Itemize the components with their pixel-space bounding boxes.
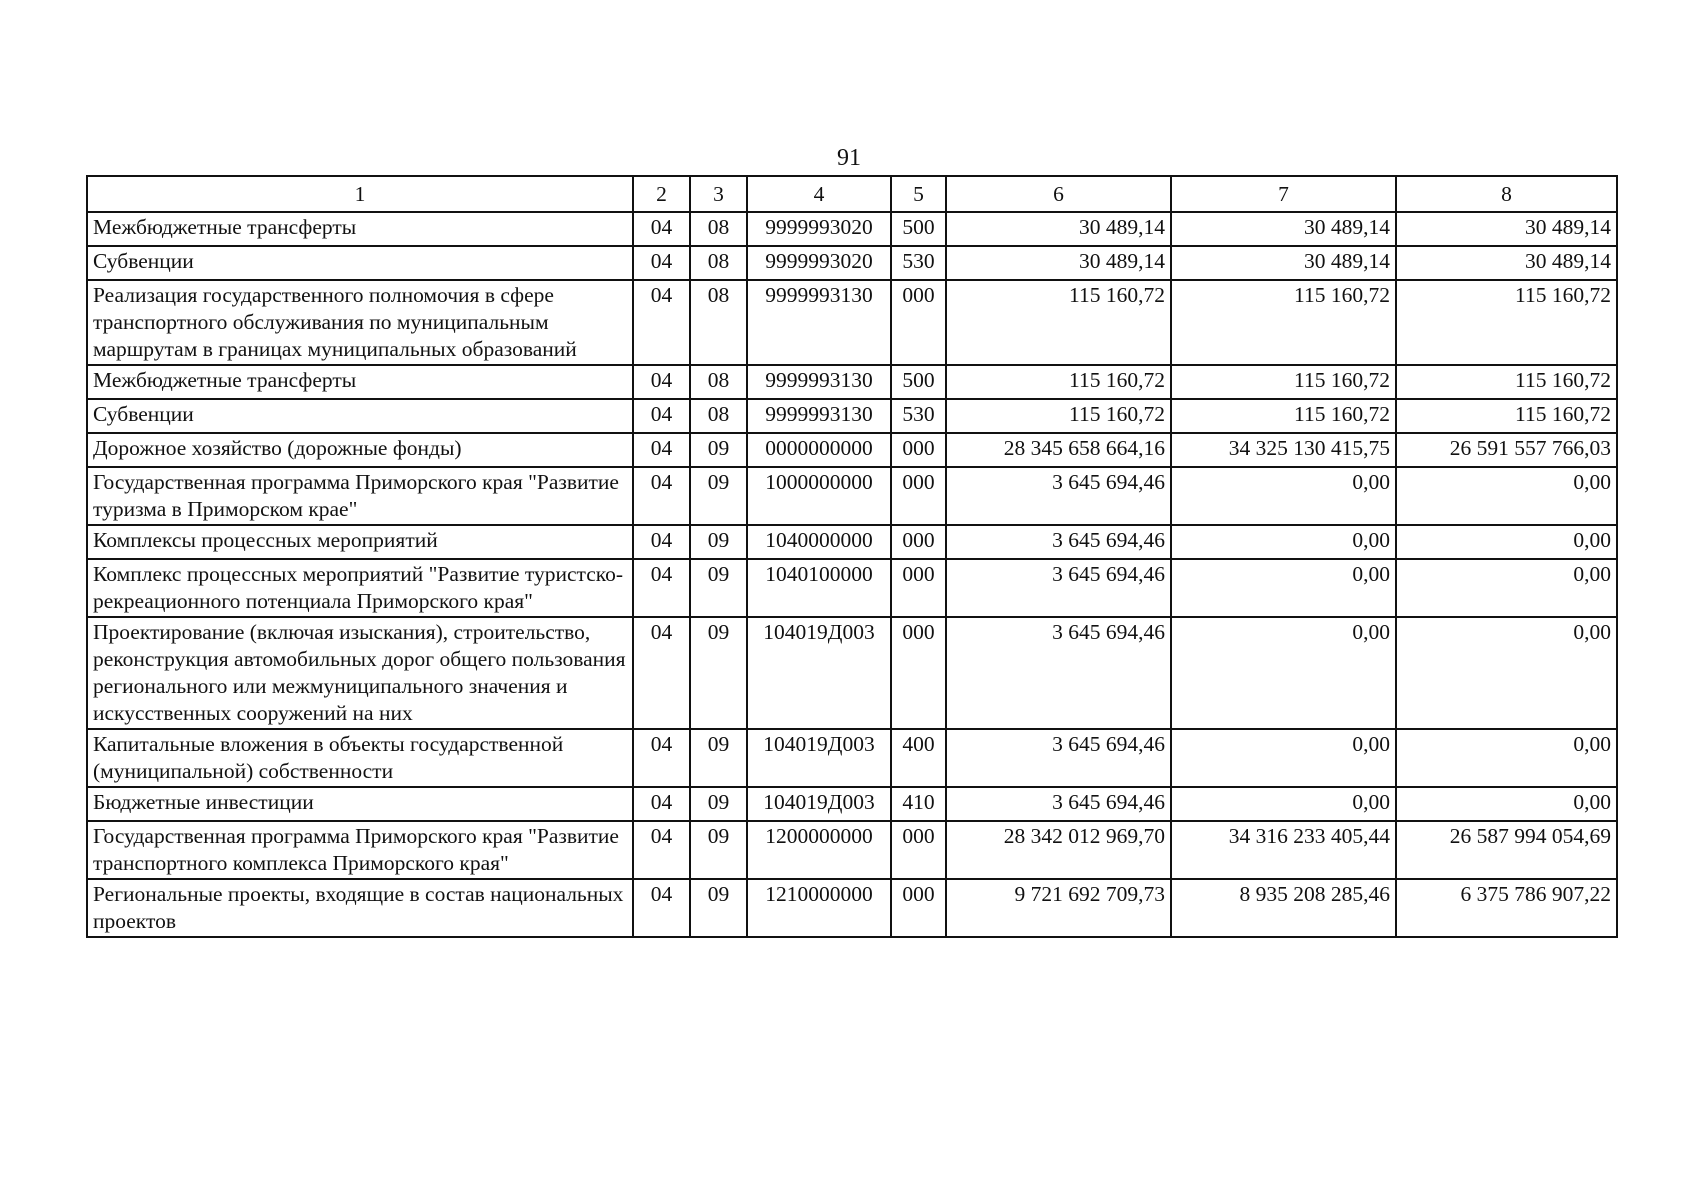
amount-col-6: 3 645 694,46 (946, 467, 1171, 525)
table-row (87, 212, 1617, 246)
subsection-code: 08 (690, 212, 747, 246)
section-code: 04 (633, 879, 690, 937)
subsection-code: 09 (690, 879, 747, 937)
amount-col-6: 3 645 694,46 (946, 787, 1171, 821)
amount-col-8: 0,00 (1396, 559, 1617, 617)
amount-col-6: 30 489,14 (946, 246, 1171, 280)
section-code: 04 (633, 246, 690, 280)
target-article-code: 1040000000 (747, 525, 891, 559)
amount-col-8: 30 489,14 (1396, 212, 1617, 246)
amount-col-7: 0,00 (1171, 729, 1396, 787)
table-row (87, 617, 1617, 729)
target-article-code: 104019Д003 (747, 729, 891, 787)
table-row (87, 879, 1617, 937)
subsection-code: 09 (690, 433, 747, 467)
target-article-code: 9999993130 (747, 365, 891, 399)
amount-col-8: 0,00 (1396, 467, 1617, 525)
section-code: 04 (633, 280, 690, 365)
table-row (87, 433, 1617, 467)
amount-col-6: 115 160,72 (946, 280, 1171, 365)
amount-col-6: 3 645 694,46 (946, 525, 1171, 559)
subsection-code: 09 (690, 617, 747, 729)
amount-col-6: 3 645 694,46 (946, 617, 1171, 729)
amount-col-7: 34 325 130 415,75 (1171, 433, 1396, 467)
section-code: 04 (633, 617, 690, 729)
amount-col-7: 115 160,72 (1171, 399, 1396, 433)
amount-col-6: 28 342 012 969,70 (946, 821, 1171, 879)
row-name: Дорожное хозяйство (дорожные фонды) (87, 433, 633, 467)
amount-col-6: 30 489,14 (946, 212, 1171, 246)
row-name: Бюджетные инвестиции (87, 787, 633, 821)
target-article-code: 9999993130 (747, 280, 891, 365)
amount-col-6: 115 160,72 (946, 399, 1171, 433)
row-name: Государственная программа Приморского края "Развитие туризма в Приморском крае" (87, 467, 633, 525)
expense-type-code: 000 (891, 559, 946, 617)
section-code: 04 (633, 821, 690, 879)
table-row (87, 821, 1617, 879)
section-code: 04 (633, 525, 690, 559)
target-article-code: 1000000000 (747, 467, 891, 525)
target-article-code: 1040100000 (747, 559, 891, 617)
amount-col-7: 30 489,14 (1171, 246, 1396, 280)
amount-col-6: 3 645 694,46 (946, 559, 1171, 617)
section-code: 04 (633, 559, 690, 617)
row-name: Реализация государственного полномочия в сфере транспортного обслуживания по муниципальным маршрутам в границах муниципальных образований (87, 280, 633, 365)
table-row (87, 729, 1617, 787)
header-row (87, 176, 1617, 212)
target-article-code: 9999993130 (747, 399, 891, 433)
table-row (87, 525, 1617, 559)
table-row (87, 559, 1617, 617)
section-code: 04 (633, 365, 690, 399)
amount-col-8: 0,00 (1396, 787, 1617, 821)
target-article-code: 9999993020 (747, 246, 891, 280)
table-row (87, 246, 1617, 280)
amount-col-7: 30 489,14 (1171, 212, 1396, 246)
table-row (87, 467, 1617, 525)
amount-col-8: 115 160,72 (1396, 365, 1617, 399)
table-row (87, 280, 1617, 365)
header-cell: 7 (1171, 176, 1396, 212)
expense-type-code: 000 (891, 280, 946, 365)
header-cell: 3 (690, 176, 747, 212)
section-code: 04 (633, 729, 690, 787)
target-article-code: 1210000000 (747, 879, 891, 937)
subsection-code: 08 (690, 399, 747, 433)
amount-col-7: 115 160,72 (1171, 365, 1396, 399)
row-name: Межбюджетные трансферты (87, 212, 633, 246)
subsection-code: 08 (690, 365, 747, 399)
amount-col-8: 115 160,72 (1396, 280, 1617, 365)
amount-col-7: 0,00 (1171, 787, 1396, 821)
amount-col-6: 9 721 692 709,73 (946, 879, 1171, 937)
header-cell: 5 (891, 176, 946, 212)
table-row (87, 787, 1617, 821)
amount-col-6: 115 160,72 (946, 365, 1171, 399)
amount-col-8: 0,00 (1396, 617, 1617, 729)
expense-type-code: 400 (891, 729, 946, 787)
row-name: Государственная программа Приморского края "Развитие транспортного комплекса Приморского края" (87, 821, 633, 879)
header-cell: 6 (946, 176, 1171, 212)
expense-type-code: 500 (891, 365, 946, 399)
expense-type-code: 000 (891, 617, 946, 729)
amount-col-7: 0,00 (1171, 467, 1396, 525)
header-cell: 2 (633, 176, 690, 212)
expense-type-code: 530 (891, 399, 946, 433)
section-code: 04 (633, 212, 690, 246)
section-code: 04 (633, 399, 690, 433)
target-article-code: 104019Д003 (747, 617, 891, 729)
amount-col-8: 26 587 994 054,69 (1396, 821, 1617, 879)
target-article-code: 9999993020 (747, 212, 891, 246)
row-name: Комплекс процессных мероприятий "Развитие туристско-рекреационного потенциала Приморского края" (87, 559, 633, 617)
table-row (87, 365, 1617, 399)
row-name: Проектирование (включая изыскания), строительство, реконструкция автомобильных дорог общего пользования регионального или межмуниципального значения и искусственных сооружений на них (87, 617, 633, 729)
target-article-code: 0000000000 (747, 433, 891, 467)
expense-type-code: 500 (891, 212, 946, 246)
expense-type-code: 000 (891, 467, 946, 525)
amount-col-6: 28 345 658 664,16 (946, 433, 1171, 467)
subsection-code: 08 (690, 246, 747, 280)
expense-type-code: 410 (891, 787, 946, 821)
expense-type-code: 000 (891, 525, 946, 559)
row-name: Региональные проекты, входящие в состав национальных проектов (87, 879, 633, 937)
subsection-code: 09 (690, 525, 747, 559)
subsection-code: 09 (690, 467, 747, 525)
amount-col-8: 26 591 557 766,03 (1396, 433, 1617, 467)
expense-type-code: 000 (891, 879, 946, 937)
header-cell: 1 (87, 176, 633, 212)
subsection-code: 09 (690, 559, 747, 617)
section-code: 04 (633, 433, 690, 467)
subsection-code: 09 (690, 821, 747, 879)
amount-col-8: 115 160,72 (1396, 399, 1617, 433)
row-name: Субвенции (87, 246, 633, 280)
section-code: 04 (633, 467, 690, 525)
row-name: Комплексы процессных мероприятий (87, 525, 633, 559)
row-name: Капитальные вложения в объекты государственной (муниципальной) собственности (87, 729, 633, 787)
budget-table (86, 175, 1618, 938)
row-name: Субвенции (87, 399, 633, 433)
subsection-code: 09 (690, 787, 747, 821)
expense-type-code: 000 (891, 433, 946, 467)
amount-col-7: 115 160,72 (1171, 280, 1396, 365)
page-number: 91 (837, 145, 861, 171)
amount-col-7: 34 316 233 405,44 (1171, 821, 1396, 879)
amount-col-8: 6 375 786 907,22 (1396, 879, 1617, 937)
amount-col-8: 30 489,14 (1396, 246, 1617, 280)
header-cell: 8 (1396, 176, 1617, 212)
subsection-code: 08 (690, 280, 747, 365)
header-cell: 4 (747, 176, 891, 212)
expense-type-code: 530 (891, 246, 946, 280)
amount-col-8: 0,00 (1396, 729, 1617, 787)
section-code: 04 (633, 787, 690, 821)
amount-col-7: 0,00 (1171, 559, 1396, 617)
expense-type-code: 000 (891, 821, 946, 879)
subsection-code: 09 (690, 729, 747, 787)
amount-col-7: 8 935 208 285,46 (1171, 879, 1396, 937)
target-article-code: 104019Д003 (747, 787, 891, 821)
amount-col-7: 0,00 (1171, 617, 1396, 729)
target-article-code: 1200000000 (747, 821, 891, 879)
amount-col-8: 0,00 (1396, 525, 1617, 559)
row-name: Межбюджетные трансферты (87, 365, 633, 399)
amount-col-6: 3 645 694,46 (946, 729, 1171, 787)
table-row (87, 399, 1617, 433)
amount-col-7: 0,00 (1171, 525, 1396, 559)
